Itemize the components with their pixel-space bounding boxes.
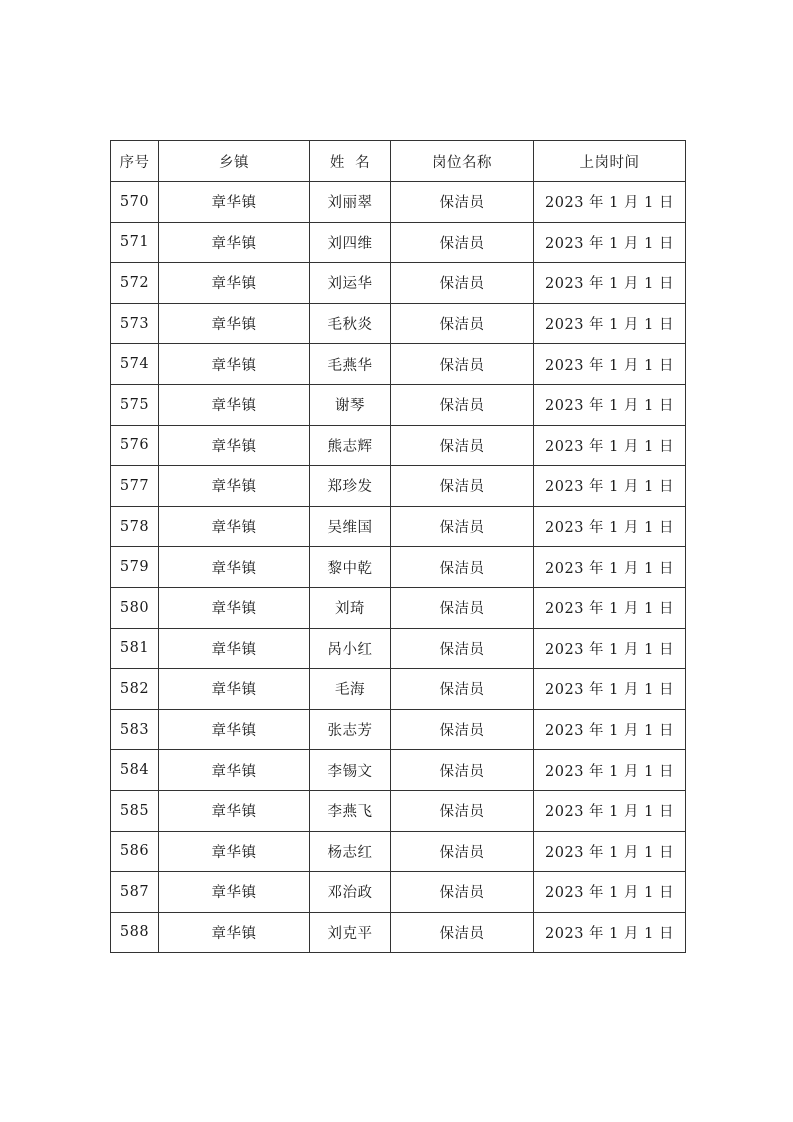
cell-start-date: 2023 年 1 月 1 日: [534, 831, 686, 872]
cell-serial-number: 580: [111, 587, 159, 628]
header-start-date: 上岗时间: [534, 141, 686, 182]
table-row: [111, 263, 686, 304]
cell-post-title: 保洁员: [391, 750, 534, 791]
cell-start-date: 2023 年 1 月 1 日: [534, 669, 686, 710]
cell-serial-number: 577: [111, 466, 159, 507]
cell-post-title: 保洁员: [391, 669, 534, 710]
cell-post-title: 保洁员: [391, 912, 534, 953]
header-serial-number: 序号: [111, 141, 159, 182]
cell-post-title: 保洁员: [391, 831, 534, 872]
cell-start-date: 2023 年 1 月 1 日: [534, 263, 686, 304]
cell-name: 黎中乾: [310, 547, 391, 588]
cell-start-date: 2023 年 1 月 1 日: [534, 750, 686, 791]
cell-township: 章华镇: [159, 222, 310, 263]
cell-township: 章华镇: [159, 912, 310, 953]
cell-name: 刘丽翠: [310, 182, 391, 223]
cell-township: 章华镇: [159, 466, 310, 507]
cell-start-date: 2023 年 1 月 1 日: [534, 628, 686, 669]
cell-serial-number: 576: [111, 425, 159, 466]
table-row: [111, 872, 686, 913]
header-post-title: 岗位名称: [391, 141, 534, 182]
table-row: [111, 750, 686, 791]
cell-name: 郑珍发: [310, 466, 391, 507]
table-row: [111, 669, 686, 710]
table-row: [111, 547, 686, 588]
cell-start-date: 2023 年 1 月 1 日: [534, 222, 686, 263]
cell-serial-number: 584: [111, 750, 159, 791]
cell-township: 章华镇: [159, 425, 310, 466]
header-row: [111, 141, 686, 182]
cell-start-date: 2023 年 1 月 1 日: [534, 182, 686, 223]
table-row: [111, 912, 686, 953]
cell-start-date: 2023 年 1 月 1 日: [534, 587, 686, 628]
cell-start-date: 2023 年 1 月 1 日: [534, 912, 686, 953]
cell-post-title: 保洁员: [391, 182, 534, 223]
cell-serial-number: 572: [111, 263, 159, 304]
cell-serial-number: 581: [111, 628, 159, 669]
cell-start-date: 2023 年 1 月 1 日: [534, 506, 686, 547]
cell-post-title: 保洁员: [391, 506, 534, 547]
cell-post-title: 保洁员: [391, 547, 534, 588]
cell-start-date: 2023 年 1 月 1 日: [534, 303, 686, 344]
cell-post-title: 保洁员: [391, 425, 534, 466]
cell-township: 章华镇: [159, 587, 310, 628]
cell-township: 章华镇: [159, 872, 310, 913]
cell-township: 章华镇: [159, 669, 310, 710]
cell-post-title: 保洁员: [391, 628, 534, 669]
cell-serial-number: 585: [111, 790, 159, 831]
cell-start-date: 2023 年 1 月 1 日: [534, 344, 686, 385]
cell-post-title: 保洁员: [391, 872, 534, 913]
cell-start-date: 2023 年 1 月 1 日: [534, 425, 686, 466]
table-row: [111, 466, 686, 507]
cell-start-date: 2023 年 1 月 1 日: [534, 709, 686, 750]
table-header: [111, 141, 686, 182]
cell-post-title: 保洁员: [391, 263, 534, 304]
header-township: 乡镇: [159, 141, 310, 182]
cell-post-title: 保洁员: [391, 587, 534, 628]
cell-serial-number: 583: [111, 709, 159, 750]
cell-start-date: 2023 年 1 月 1 日: [534, 872, 686, 913]
cell-township: 章华镇: [159, 506, 310, 547]
cell-serial-number: 582: [111, 669, 159, 710]
cell-township: 章华镇: [159, 790, 310, 831]
cell-name: 毛秋炎: [310, 303, 391, 344]
table-row: [111, 384, 686, 425]
table-row: [111, 628, 686, 669]
cell-post-title: 保洁员: [391, 790, 534, 831]
cell-serial-number: 578: [111, 506, 159, 547]
cell-township: 章华镇: [159, 182, 310, 223]
cell-post-title: 保洁员: [391, 344, 534, 385]
cell-name: 呙小红: [310, 628, 391, 669]
cell-serial-number: 571: [111, 222, 159, 263]
cell-serial-number: 574: [111, 344, 159, 385]
cell-post-title: 保洁员: [391, 384, 534, 425]
cell-post-title: 保洁员: [391, 466, 534, 507]
cell-name: 刘四维: [310, 222, 391, 263]
cell-post-title: 保洁员: [391, 303, 534, 344]
cell-township: 章华镇: [159, 263, 310, 304]
cell-serial-number: 573: [111, 303, 159, 344]
cell-serial-number: 586: [111, 831, 159, 872]
cell-name: 刘克平: [310, 912, 391, 953]
cell-serial-number: 587: [111, 872, 159, 913]
cell-name: 张志芳: [310, 709, 391, 750]
cell-township: 章华镇: [159, 344, 310, 385]
cell-township: 章华镇: [159, 547, 310, 588]
table-row: [111, 831, 686, 872]
cell-name: 毛海: [310, 669, 391, 710]
cell-name: 李燕飞: [310, 790, 391, 831]
table-row: [111, 425, 686, 466]
cell-township: 章华镇: [159, 831, 310, 872]
cell-start-date: 2023 年 1 月 1 日: [534, 384, 686, 425]
cell-name: 刘运华: [310, 263, 391, 304]
cell-name: 杨志红: [310, 831, 391, 872]
cell-township: 章华镇: [159, 303, 310, 344]
header-name: 姓 名: [310, 141, 391, 182]
cell-start-date: 2023 年 1 月 1 日: [534, 790, 686, 831]
table-row: [111, 303, 686, 344]
table-row: [111, 587, 686, 628]
table-row: [111, 182, 686, 223]
table-row: [111, 709, 686, 750]
cell-name: 谢琴: [310, 384, 391, 425]
table-row: [111, 506, 686, 547]
cell-name: 吴维国: [310, 506, 391, 547]
table-body: [111, 182, 686, 953]
cell-serial-number: 588: [111, 912, 159, 953]
cell-name: 邓治政: [310, 872, 391, 913]
cell-township: 章华镇: [159, 384, 310, 425]
cell-township: 章华镇: [159, 709, 310, 750]
table-row: [111, 222, 686, 263]
cell-name: 熊志辉: [310, 425, 391, 466]
cell-serial-number: 570: [111, 182, 159, 223]
cell-township: 章华镇: [159, 750, 310, 791]
cell-name: 刘琦: [310, 587, 391, 628]
cell-start-date: 2023 年 1 月 1 日: [534, 547, 686, 588]
cell-name: 毛燕华: [310, 344, 391, 385]
cell-serial-number: 575: [111, 384, 159, 425]
cell-start-date: 2023 年 1 月 1 日: [534, 466, 686, 507]
cell-name: 李锡文: [310, 750, 391, 791]
staff-roster-table: [110, 140, 686, 953]
cell-serial-number: 579: [111, 547, 159, 588]
cell-township: 章华镇: [159, 628, 310, 669]
table-row: [111, 344, 686, 385]
cell-post-title: 保洁员: [391, 222, 534, 263]
cell-post-title: 保洁员: [391, 709, 534, 750]
table-row: [111, 790, 686, 831]
